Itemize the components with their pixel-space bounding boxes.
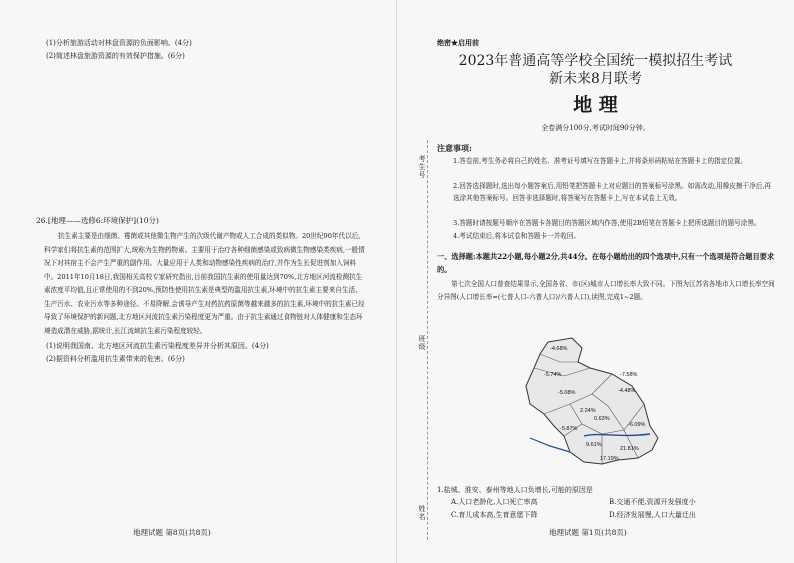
question-1-option-d[interactable]: D.经济发展慢,人口大量迁出 [609, 511, 696, 519]
question-1-stem: 1.盐城、淮安、泰州等地人口负增长,可能的原因是 [437, 486, 593, 494]
map-label-10: 17.19% [600, 456, 619, 462]
page-footer-left: 地理试题 第8页(共8页) [133, 528, 211, 537]
section-1-title: 一、选择题:本题共22小题,每小题2分,共44分。在每小题给出的四个选项中,只有一个选项是符合题目要求的。 [437, 252, 775, 274]
map-label-11: -5.87% [560, 426, 578, 432]
question-26-title: 26.[地理——选修6:环境保护](10分) [36, 216, 159, 225]
question-1-option-a[interactable]: A.人口老龄化,人口死亡率高 [451, 498, 538, 506]
side-label-name: 姓名 [418, 505, 426, 521]
notes-title: 注意事项: [437, 143, 472, 153]
side-label-class: 班级 [418, 335, 426, 351]
map-label-8: 9.61% [586, 442, 602, 448]
jiangsu-population-map [520, 334, 670, 469]
note-3: 3.答题时请按题号顺序在答题卡各题目的答题区域内作答,使用2B铅笔在答题卡上把所选题目的题号涂黑。 [453, 219, 761, 227]
note-1: 1.答卷前,考生务必将自己的姓名、准考证号填写在答题卡上,并将条形码粘贴在答题卡上的指定位置。 [453, 157, 748, 165]
map-label-9: 21.81% [620, 446, 639, 452]
question-26-sub1: (1)说明我国南、北方地区河流抗生素污染程度差异并分析其原因。(4分) [46, 342, 269, 350]
question-26-body: 抗生素主要是由细菌、霉菌或其他微生物产生的次级代谢产物或人工合成的类似物。20世纪90年代以后,科学家们将抗生素的范围扩大,统称为生物药物素。主要用于治疗各种细菌感染或致病微生物感染类疾病,一般情况下对其宿主不会产生严重的副作用。大量应用于人类和动物感染性疾病的治疗,并作为生长促进剂加入饲料中。2011年10月18日,我国相关高校专家研究指出,目前我国抗生素的使用量达到70%,北方地区河流检测抗生素浓度平均值,且正常使用的不到20%,预防性使用抗生素是典型的滥用抗生素,环境中的抗生素主要来自生活、生产污水、农业污水等多种途径。不易降解,会诱导产生对药抗药原菌等越来越多的抗生素,环境中的抗生素已经导致了环境保护的新问题,北方地区河流抗生素污染程度更为严重。由于抗生素通过食物链对人体健康和生态环境造成潜在威胁,据统计,长江流域抗生素污染程度较轻。 [44, 232, 365, 335]
question-prev-2: (2)简述林盘旅游资源的有效保护措施。(6分) [46, 52, 185, 60]
binding-line [427, 140, 428, 540]
right-page [397, 0, 794, 563]
map-label-5: 2.24% [580, 408, 596, 414]
map-label-7: -6.09% [628, 422, 646, 428]
map-label-3: -7.58% [620, 372, 638, 378]
map-label-2: -5.08% [558, 390, 576, 396]
exam-subtitle: 新未来8月联考 [549, 71, 642, 87]
note-4: 4.考试结束后,将本试卷和答题卡一并收回。 [453, 232, 581, 240]
secret-label: 绝密★启用前 [437, 38, 479, 47]
score-info: 全卷满分100分,考试时间90分钟。 [541, 124, 650, 132]
page-footer-right: 地理试题 第1页(共8页) [549, 528, 627, 537]
map-label-1: -5.74% [544, 372, 562, 378]
note-2: 2.回答选择题时,选出每小题答案后,用铅笔把答题卡上对应题目的答案标号涂黑。如需改动,用橡皮擦干净后,再选涂其他答案标号。回答非选择题时,将答案写在答题卡上,写在本试卷上无效。 [453, 182, 771, 202]
question-1-option-b[interactable]: B.交通不便,资源开发强度小 [609, 498, 696, 506]
question-1-option-c[interactable]: C.育儿成本高,生育意愿下降 [451, 511, 538, 519]
side-label-examinee-id: 考生号 [418, 155, 426, 179]
exam-title: 2023年普通高等学校全国统一模拟招生考试 [458, 53, 733, 69]
map-label-6: 0.63% [594, 416, 610, 422]
question-26-sub2: (2)据资料分析滥用抗生素带来的危害。(6分) [46, 355, 185, 363]
map-label-0: -4.68% [550, 346, 568, 352]
question-prev-1: (1)分析旅游活动对林盘资源的负面影响。(4分) [46, 39, 192, 47]
subject-title: 地 理 [573, 94, 618, 116]
section-1-intro: 第七次全国人口普查结果显示,全国各省、市(区)城市人口增长率大致不同。下图为江苏省各地市人口增长率空间分异图(人口增长率=(七普人口-六普人口)/六普人口),读图,完成1~2题。 [437, 280, 775, 301]
map-label-4: -4.48% [618, 388, 636, 394]
